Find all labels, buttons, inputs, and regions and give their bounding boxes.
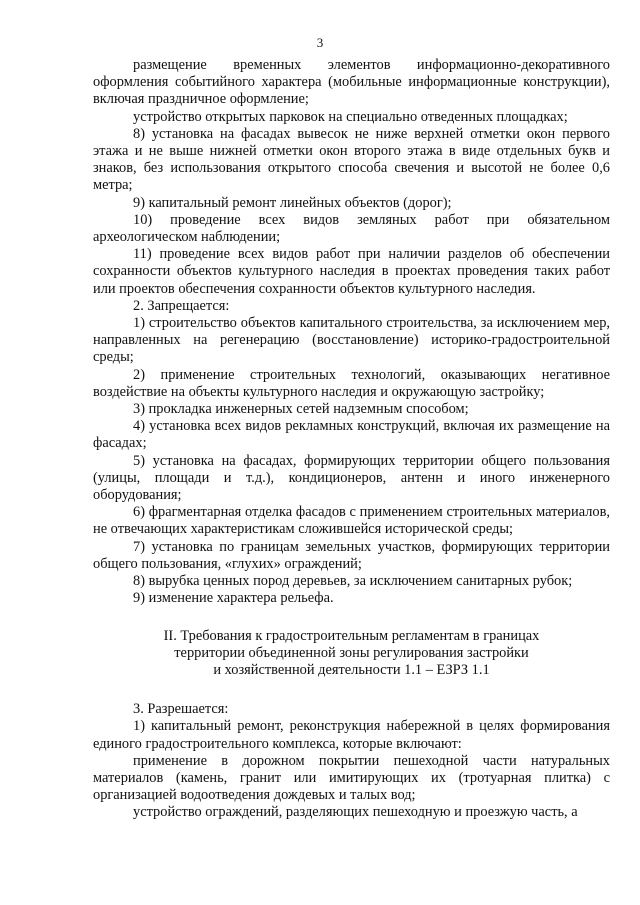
paragraph: размещение временных элементов информационно-декоративного оформления событийного характера (мобильные информационные конструкции), включая праздничное оформление;: [93, 57, 610, 108]
heading-line: территории объединенной зоны регулирования застройки: [174, 644, 529, 661]
paragraph: 6) фрагментарная отделка фасадов с применением строительных материалов, не отвечающих характеристикам сложившейся исторической среды;: [93, 504, 610, 538]
paragraph: 1) строительство объектов капитального строительства, за исключением мер, направленных на регенерацию (восстановление) историко-градостроительной среды;: [93, 315, 610, 366]
paragraph: 9) капитальный ремонт линейных объектов (дорог);: [133, 194, 452, 211]
paragraph: 2) применение строительных технологий, оказывающих негативное воздействие на объекты культурного наследия и окружающую застройку;: [93, 366, 610, 400]
heading-line: и хозяйственной деятельности 1.1 – ЕЗРЗ 1.1: [213, 661, 490, 678]
document-body: [93, 57, 610, 822]
paragraph: 1) капитальный ремонт, реконструкция набережной в целях формирования единого градостроительного комплекса, которые включают:: [93, 718, 610, 752]
paragraph: 3) прокладка инженерных сетей надземным способом;: [133, 401, 469, 418]
paragraph: 5) установка на фасадах, формирующих территории общего пользования (улицы, площади и т.д.), кондиционеров, антенн и иного инженерного оборудования;: [93, 452, 610, 504]
permitted-items-continued: [93, 57, 610, 608]
paragraph: устройство открытых парковок на специально отведенных площадках;: [133, 108, 568, 125]
paragraph: применение в дорожном покрытии пешеходной части натуральных материалов (камень, гранит или имитирующих их (тротуарная плитка) с организацией водоотведения дождевых и талых вод;: [93, 752, 610, 804]
paragraph: 8) вырубка ценных пород деревьев, за исключением санитарных рубок;: [133, 573, 573, 590]
paragraph: устройство ограждений, разделяющих пешеходную и проезжую часть, а: [133, 804, 578, 821]
paragraph: 9) изменение характера рельефа.: [133, 590, 334, 607]
section-label: 2. Запрещается:: [133, 297, 230, 314]
section-heading: [93, 628, 610, 680]
paragraph: 10) проведение всех видов земляных работ при обязательном археологическом наблюдении;: [93, 211, 610, 246]
paragraph: 8) установка на фасадах вывесок не ниже верхней отметки окон первого этажа и не выше нижней отметки окон второго этажа в виде отдельных букв и знаков, без использования открытого способа свечения и высотой не более 0,6 метра;: [93, 125, 610, 194]
paragraph: 4) установка всех видов рекламных конструкций, включая их размещение на фасадах;: [93, 418, 610, 452]
heading-line: II. Требования к градостроительным регламентам в границах: [163, 627, 540, 644]
section-label: 3. Разрешается:: [133, 701, 229, 718]
permitted-items-section3: [93, 701, 610, 821]
paragraph: 7) установка по границам земельных участков, формирующих территории общего пользования, «глухих» ограждений;: [93, 538, 610, 572]
page-number: 3: [316, 35, 324, 50]
paragraph: 11) проведение всех видов работ при наличии разделов об обеспечении сохранности объектов культурного наследия в проектах проведения таких работ или проектов обеспечения сохранности объектов культурного наследия.: [93, 246, 610, 297]
